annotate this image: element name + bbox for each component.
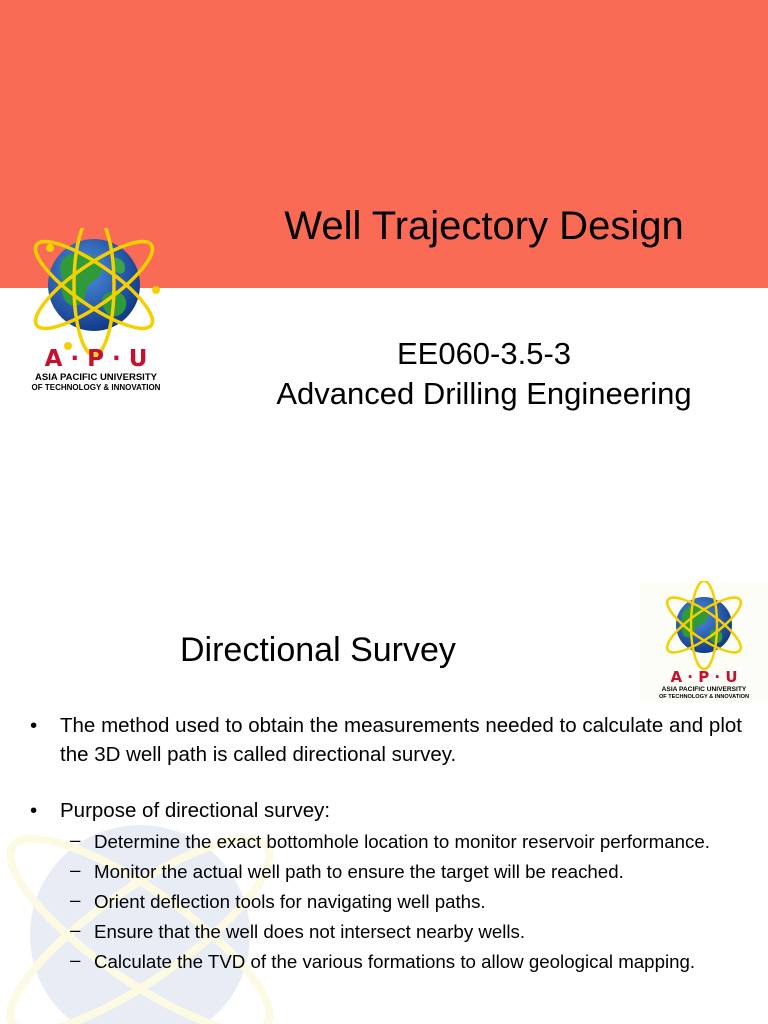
bullet-list [30,711,742,979]
course-code: EE060-3.5-3 [396,336,572,371]
apu-logo-small [640,581,768,703]
slide-title: Well Trajectory Design [284,204,684,248]
slide-heading: Directional Survey [180,631,456,669]
bullet-icon: • [30,799,38,822]
sub-bullet-item [66,829,742,854]
dash-icon: – [70,949,81,970]
sub-bullet-text: Ensure that the well does not intersect nearby wells. [94,921,526,942]
logo-line2: OF TECHNOLOGY & INNOVATION [658,694,750,700]
apu-logo [8,228,186,398]
logo-line2: OF TECHNOLOGY & INNOVATION [31,383,161,392]
logo-line1: ASIA PACIFIC UNIVERSITY [661,686,747,693]
course-name: Advanced Drilling Engineering [276,376,692,411]
sub-bullet-text: Calculate the TVD of the various formations to allow geological mapping. [94,951,696,972]
sub-bullet-text: Monitor the actual well path to ensure the target will be reached. [94,861,624,882]
content-slide [0,575,768,1024]
sub-bullet-text: Orient deflection tools for navigating well paths. [94,891,486,912]
sub-bullet-item [66,889,742,914]
dash-icon: – [70,859,81,880]
dash-icon: – [70,919,81,940]
sub-bullet-item [66,949,742,974]
sub-bullet-item [66,919,742,944]
logo-line1: ASIA PACIFIC UNIVERSITY [35,372,157,383]
logo-letters: A · P · U [44,346,148,372]
bullet-text: Purpose of directional survey: [60,799,331,822]
bullet-text: The method used to obtain the measurements needed to calculate and plot the 3D well path is called directional survey. [60,714,742,766]
bullet-item [30,796,742,825]
sub-bullet-item [66,859,742,884]
sub-bullet-list [30,829,742,974]
bullet-icon: • [30,714,38,737]
dash-icon: – [70,889,81,910]
bullet-item [30,711,742,769]
dash-icon: – [70,829,81,850]
logo-letters: A · P · U [670,668,738,686]
sub-bullet-text: Determine the exact bottomhole location to monitor reservoir performance. [94,831,710,852]
course-subtitle [200,334,768,414]
